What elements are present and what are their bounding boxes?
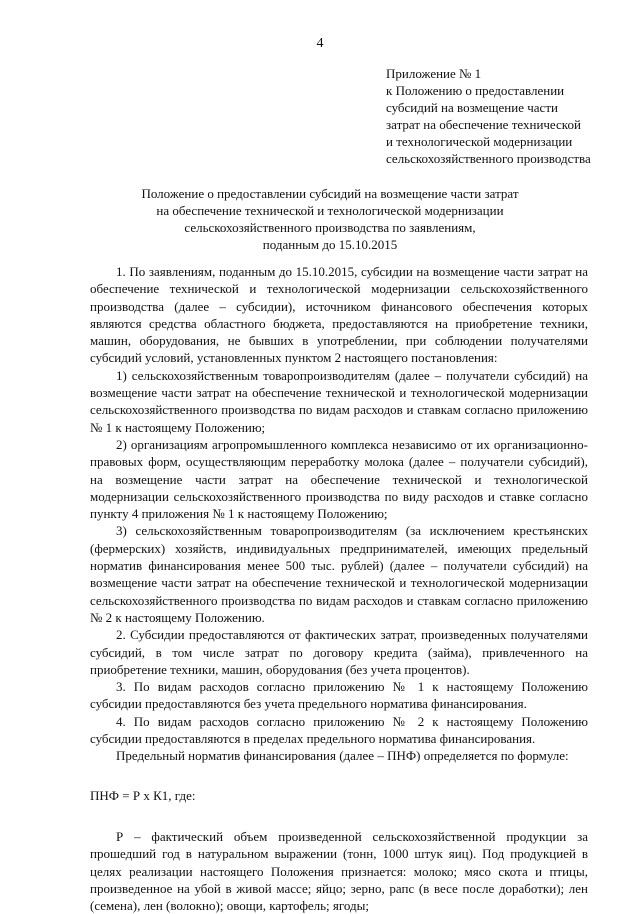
paragraph: 3) сельскохозяйственным товаропроизводителям (за исключением крестьянских (фермерских) хозяйств, индивидуальных предпринимателей, имеющих предельный норматив финансирования менее 500 тыс. рублей) (далее – получатели субсидий) на возмещение части затрат на обеспечение технической и технологической модернизации сельскохозяйственного производства по видам расходов и ставкам согласно приложению № 2 к настоящему Положению.: [90, 523, 588, 625]
paragraph: 4. По видам расходов согласно приложению № 2 к настоящему Положению субсидии предоставляются в пределах предельного норматива финансирования.: [90, 713, 588, 747]
annex-line: сельскохозяйственного производства: [386, 151, 591, 166]
annex-header: [386, 65, 626, 167]
title-line: на обеспечение технической и технологической модернизации: [156, 203, 504, 218]
annex-line: Приложение № 1: [386, 66, 482, 81]
paragraph: Предельный норматив финансирования (далее – ПНФ) определяется по формуле:: [116, 748, 569, 764]
document-body: [90, 263, 588, 914]
title-line: поданным до 15.10.2015: [262, 237, 398, 252]
paragraph: 1) сельскохозяйственным товаропроизводителям (далее – получатели субсидий) на возмещение части затрат на обеспечение технической и технологической модернизации сельскохозяйственного производства по видам расходов и ставкам согласно приложению № 1 к настоящему Положению;: [90, 367, 588, 435]
annex-line: и технологической модернизации: [386, 134, 573, 149]
page-number: 4: [316, 36, 324, 51]
annex-line: затрат на обеспечение технической: [386, 117, 581, 132]
paragraph: 2. Субсидии предоставляются от фактических затрат, произведенных получателями субсидий, в том числе затрат по договору кредита (займа), привлеченного на приобретение техники, машин, оборудования (без учета процентов).: [90, 627, 588, 677]
paragraph: 1. По заявлениям, поданным до 15.10.2015, субсидии на возмещение части затрат на обеспечение технической и технологической модернизации сельскохозяйственного производства (далее – субсидии), источником финансового обеспечения которых являются средства областного бюджета, предоставляются на приобретение техники, машин, оборудования, не бывших в употреблении, при соблюдении получателями субсидий условий, установленных пунктом 2 настоящего постановления:: [90, 264, 588, 366]
title-line: сельскохозяйственного производства по заявлениям,: [184, 220, 476, 235]
annex-line: к Положению о предоставлении: [386, 83, 565, 98]
paragraph: Р – фактический объем произведенной сельскохозяйственной продукции за прошедший год в натуральном выражении (тонн, 1000 штук яиц). Под продукцией в целях реализации настоящего Положения признается: молоко; мясо скота и птицы, произведенное на убой в живой массе; яйцо; зерно, рапс (в весе после доработки); лен (семена), лен (волокно); овощи, картофель; ягоды;: [90, 828, 588, 914]
annex-line: субсидий на возмещение части: [386, 100, 558, 115]
paragraph: 2) организациям агропромышленного комплекса независимо от их организационно-правовых форм, осуществляющим переработку молока (далее – получатели субсидий), на возмещение части затрат на обеспечение технической и технологической модернизации сельскохозяйственного производства по виду расходов и ставке согласно пункту 4 приложения № 1 к настоящему Положению;: [90, 436, 588, 522]
title-line: Положение о предоставлении субсидий на возмещение части затрат: [141, 186, 519, 201]
document-title: [100, 185, 560, 253]
formula: ПНФ = Р х К1, где:: [90, 787, 196, 803]
paragraph: 3. По видам расходов согласно приложению № 1 к настоящему Положению субсидии предоставляются без учета предельного норматива финансирования.: [90, 679, 588, 712]
